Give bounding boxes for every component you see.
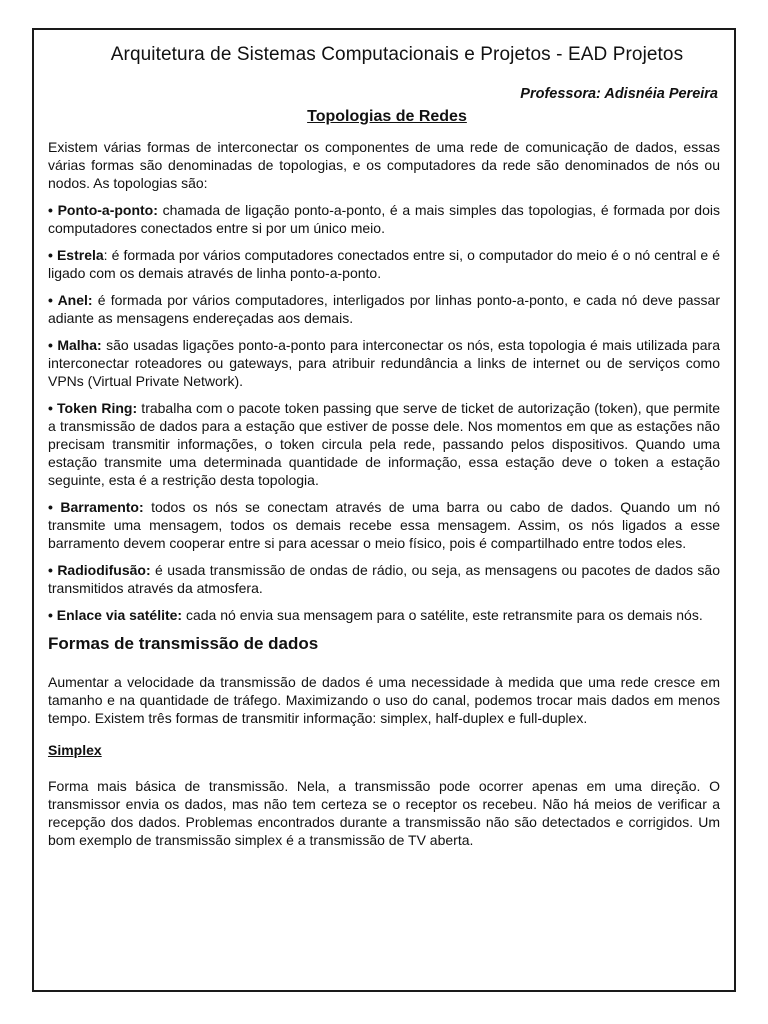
transmission-paragraph: Aumentar a velocidade da transmissão de dados é uma necessidade à medida que uma rede cresce em tamanho e na quantidade de tráfego. Maximizando o uso do canal, podemos trocar mais dados em menos tempo. Existem três formas de transmitir informação: simplex, half-duplex e full-duplex. xyxy=(48,674,720,726)
item-term: • Estrela xyxy=(48,247,104,263)
topology-item-estrela xyxy=(48,246,720,282)
item-text: : é formada por vários computadores conectados entre si, o computador do meio é o nó central e é ligado com os demais através de linha ponto-a-ponto. xyxy=(48,247,720,281)
topic-title: Topologias de Redes xyxy=(307,108,467,125)
document-body xyxy=(48,138,720,849)
item-text: é formada por vários computadores, interligados por linhas ponto-a-ponto, e cada nó deve passar adiante as mensagens endereçadas aos demais. xyxy=(48,292,720,326)
item-text: chamada de ligação ponto-a-ponto, é a mais simples das topologias, é formada por dois computadores conectados entre si por um único meio. xyxy=(48,202,720,236)
item-term: • Ponto-a-ponto: xyxy=(48,202,158,218)
item-text: trabalha com o pacote token passing que serve de ticket de autorização (token), que permite a transmissão de dados para a estação que estiver de posse dele. Nos momentos em que as estações não precisam transmitir informações, o token circula pela rede, passando pelos dispositivos. Quando uma estação transmite uma determinada quantidade de informação, essa estação deve o token a estação seguinte, esta é a restrição desta topologia. xyxy=(48,400,720,488)
topology-item-radiodifusao xyxy=(48,561,720,597)
simplex-paragraph: Forma mais básica de transmissão. Nela, a transmissão pode ocorrer apenas em uma direção. O transmissor envia os dados, mas não tem certeza se o receptor os recebeu. Não há meios de verificar a recepção dos dados. Problemas encontrados durante a transmissão não são detectados e corrigidos. Um bom exemplo de transmissão simplex é a transmissão de TV aberta. xyxy=(48,778,720,848)
simplex-title: Simplex xyxy=(48,742,102,758)
document-page xyxy=(32,28,736,992)
item-text: todos os nós se conectam através de uma barra ou cabo de dados. Quando um nó transmite uma mensagem, todos os demais recebe essa mensagem. Assim, os nós ligados a esse barramento devem cooperar entre si para acessar o meio físico, pois é compartilhado entre todos eles. xyxy=(48,499,720,551)
intro-paragraph: Existem várias formas de interconectar os componentes de uma rede de comunicação de dados, essas várias formas são denominadas de topologias, e os computadores da rede são denominados de nós ou nodos. As topologias são: xyxy=(48,139,720,191)
item-text: cada nó envia sua mensagem para o satélite, este retransmite para os demais nós. xyxy=(182,607,703,623)
topology-item-anel xyxy=(48,291,720,327)
topology-item-token-ring xyxy=(48,399,720,489)
topology-item-barramento xyxy=(48,498,720,552)
item-term: • Barramento: xyxy=(48,499,144,515)
item-text: é usada transmissão de ondas de rádio, ou seja, as mensagens ou pacotes de dados são transmitidos através da atmosfera. xyxy=(48,562,720,596)
item-term: • Anel: xyxy=(48,292,93,308)
professor-name: Professora: Adisnéia Pereira xyxy=(520,86,718,102)
item-term: • Malha: xyxy=(48,337,102,353)
item-term: • Token Ring: xyxy=(48,400,138,416)
item-term: • Radiodifusão: xyxy=(48,562,151,578)
item-term: • Enlace via satélite: xyxy=(48,607,183,623)
topology-item-enlace-satelite xyxy=(48,606,720,624)
course-title: Arquitetura de Sistemas Computacionais e Projetos - EAD Projetos xyxy=(110,44,684,65)
item-text: são usadas ligações ponto-a-ponto para interconectar os nós, esta topologia é mais utilizada para interconectar roteadores ou gateways, para atribuir redundância a links de internet ou de serviços como VPNs (Virtual Private Network). xyxy=(48,337,721,389)
transmission-section-title: Formas de transmissão de dados xyxy=(48,634,319,653)
topology-item-malha xyxy=(48,336,720,390)
topology-item-ponto-a-ponto xyxy=(48,201,720,237)
